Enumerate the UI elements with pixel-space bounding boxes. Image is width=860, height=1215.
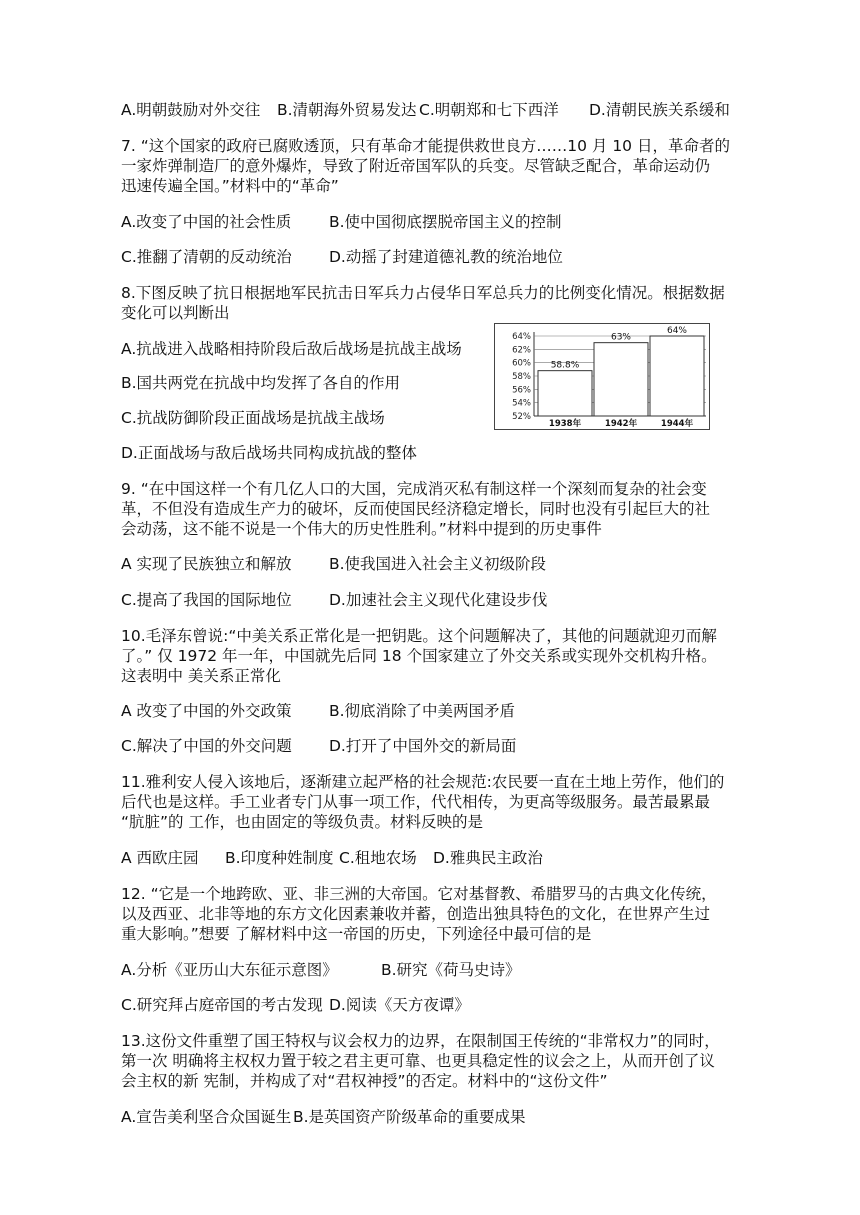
q7-stem-line-2: 一家炸弹制造厂的意外爆炸，导致了附近帝国军队的兵变。尽管缺乏配合，革命运动仍 [121, 157, 711, 175]
q12-option-a[interactable]: A.分析《亚历山大东征示意图》 [121, 961, 338, 979]
bar [538, 371, 592, 416]
q9-stem-line-3: 会动荡，这不能不说是一个伟大的历史性胜利。”材料中提到的历史事件 [121, 520, 602, 538]
q7-option-a[interactable]: A.改变了中国的社会性质 [121, 213, 292, 231]
y-tick-label: 52% [512, 412, 531, 422]
bar-data-label: 64% [666, 326, 688, 336]
x-category-label: 1944年 [660, 419, 694, 429]
q8-option-d[interactable]: D.正面战场与敌后战场共同构成抗战的整体 [121, 444, 417, 462]
q6-option-c[interactable]: C.明朝郑和七下西洋 [419, 101, 559, 119]
q10-option-b[interactable]: B.彻底消除了中美两国矛盾 [329, 702, 516, 720]
q7-option-b[interactable]: B.使中国彻底摆脱帝国主义的控制 [329, 213, 562, 231]
q11-stem-line-3: “肮脏”的 工作，也由固定的等级负责。材料反映的是 [121, 813, 483, 831]
q10-option-d[interactable]: D.打开了中国外交的新局面 [329, 737, 517, 755]
q10-option-a[interactable]: A 改变了中国的外交政策 [121, 702, 292, 720]
q8-stem-line-1: 8.下图反映了抗日根据地军民抗击日军兵力占侵华日军总兵力的比例变化情况。根据数据 [121, 284, 725, 302]
q13-option-b[interactable]: B.是英国资产阶级革命的重要成果 [293, 1108, 526, 1126]
bar [594, 343, 648, 416]
q8-option-c[interactable]: C.抗战防御阶段正面战场是抗战主战场 [121, 409, 385, 427]
q9-option-a[interactable]: A 实现了民族独立和解放 [121, 555, 292, 573]
y-tick-label: 56% [512, 385, 531, 396]
y-tick-label: 54% [512, 398, 531, 409]
y-tick-label: 60% [512, 358, 531, 369]
q12-stem-line-2: 以及西亚、北非等地的东方文化因素兼收并蓄，创造出独具特色的文化，在世界产生过 [121, 905, 711, 923]
x-category-label: 1942年 [604, 419, 638, 429]
q12-option-b[interactable]: B.研究《荷马史诗》 [381, 961, 521, 979]
q11-option-a[interactable]: A 西欧庄园 [121, 849, 199, 867]
q11-stem-line-2: 后代也是这样。手工业者专门从事一项工作，代代相传，为更高等级服务。最苦最累最 [121, 793, 711, 811]
q9-stem-line-1: 9. “在中国这样一个有几亿人口的大国，完成消灭私有制这样一个深刻而复杂的社会变 [121, 480, 707, 498]
y-tick-label: 64% [512, 332, 531, 342]
bar [650, 336, 704, 416]
q12-option-c[interactable]: C.研究拜占庭帝国的考古发现 [121, 996, 323, 1014]
q7-stem-line-3: 迅速传遍全国。”材料中的“革命” [121, 177, 339, 195]
bar-data-label: 58.8% [550, 360, 580, 371]
q6-option-d[interactable]: D.清朝民族关系缓和 [589, 101, 730, 119]
x-category-label: 1938年 [548, 419, 582, 429]
q12-stem-line-1: 12. “它是一个地跨欧、亚、非三洲的大帝国。它对基督教、希腊罗马的古典文化传统， [121, 885, 717, 903]
y-tick-label: 62% [512, 345, 531, 356]
q8-option-a[interactable]: A.抗战进入战略相持阶段后敌后战场是抗战主战场 [121, 340, 462, 358]
q8-option-b[interactable]: B.国共两党在抗战中均发挥了各自的作用 [121, 374, 401, 392]
q7-option-d[interactable]: D.动摇了封建道德礼教的统治地位 [329, 248, 563, 266]
q10-option-c[interactable]: C.解决了中国的外交问题 [121, 737, 292, 755]
q11-option-c[interactable]: C.租地农场 [339, 849, 417, 867]
q10-stem-line-3: 这表明中 美关系正常化 [121, 667, 281, 685]
q11-stem-line-1: 11.雅利安人侵入该地后，逐渐建立起严格的社会规范:农民要一直在土地上劳作，他们的 [121, 773, 725, 791]
y-tick-label: 58% [512, 372, 531, 382]
q9-option-c[interactable]: C.提高了我国的国际地位 [121, 591, 292, 609]
q13-option-a[interactable]: A.宣告美利坚合众国诞生 [121, 1108, 292, 1126]
q13-stem-line-3: 会主权的新 宪制，并构成了对“君权神授”的否定。材料中的“这份文件” [121, 1072, 608, 1090]
q13-stem-line-1: 13.这份文件重塑了国王特权与议会权力的边界，在限制国王传统的“非常权力”的同时， [121, 1032, 720, 1050]
q6-option-a[interactable]: A.明朝鼓励对外交往 [121, 101, 261, 119]
q10-stem-line-1: 10.毛泽东曾说:“中美关系正常化是一把钥匙。这个问题解决了，其他的问题就迎刃而解 [121, 627, 717, 645]
q9-option-b[interactable]: B.使我国进入社会主义初级阶段 [329, 555, 547, 573]
q12-stem-line-3: 重大影响。”想要 了解材料中这一帝国的历史，下列途径中最可信的是 [121, 925, 592, 943]
q11-option-b[interactable]: B.印度种姓制度 [225, 849, 334, 867]
q11-option-d[interactable]: D.雅典民主政治 [433, 849, 543, 867]
q9-stem-line-2: 革，不但没有造成生产力的破坏，反而使国民经济稳定增长，同时也没有引起巨大的社 [121, 500, 711, 518]
bar-data-label: 63% [610, 332, 632, 343]
q6-option-b[interactable]: B.清朝海外贸易发达 [277, 101, 417, 119]
q7-stem-line-1: 7. “这个国家的政府已腐败透顶，只有革命才能提供救世良方……10 月 10 日，革命者的 [121, 137, 730, 155]
q7-option-c[interactable]: C.推翻了清朝的反动统治 [121, 248, 292, 266]
q9-option-d[interactable]: D.加速社会主义现代化建设步伐 [329, 591, 548, 609]
q10-stem-line-2: 了。” 仅 1972 年一年，中国就先后同 18 个国家建立了外交关系或实现外交机构升格。 [121, 647, 717, 665]
q8-bar-chart [494, 323, 710, 430]
q12-option-d[interactable]: D.阅读《天方夜谭》 [329, 996, 470, 1014]
q8-stem-line-2: 变化可以判断出 [121, 304, 230, 322]
q13-stem-line-2: 第一次 明确将主权权力置于较之君主更可靠、也更具稳定性的议会之上，从而开创了议 [121, 1052, 715, 1070]
